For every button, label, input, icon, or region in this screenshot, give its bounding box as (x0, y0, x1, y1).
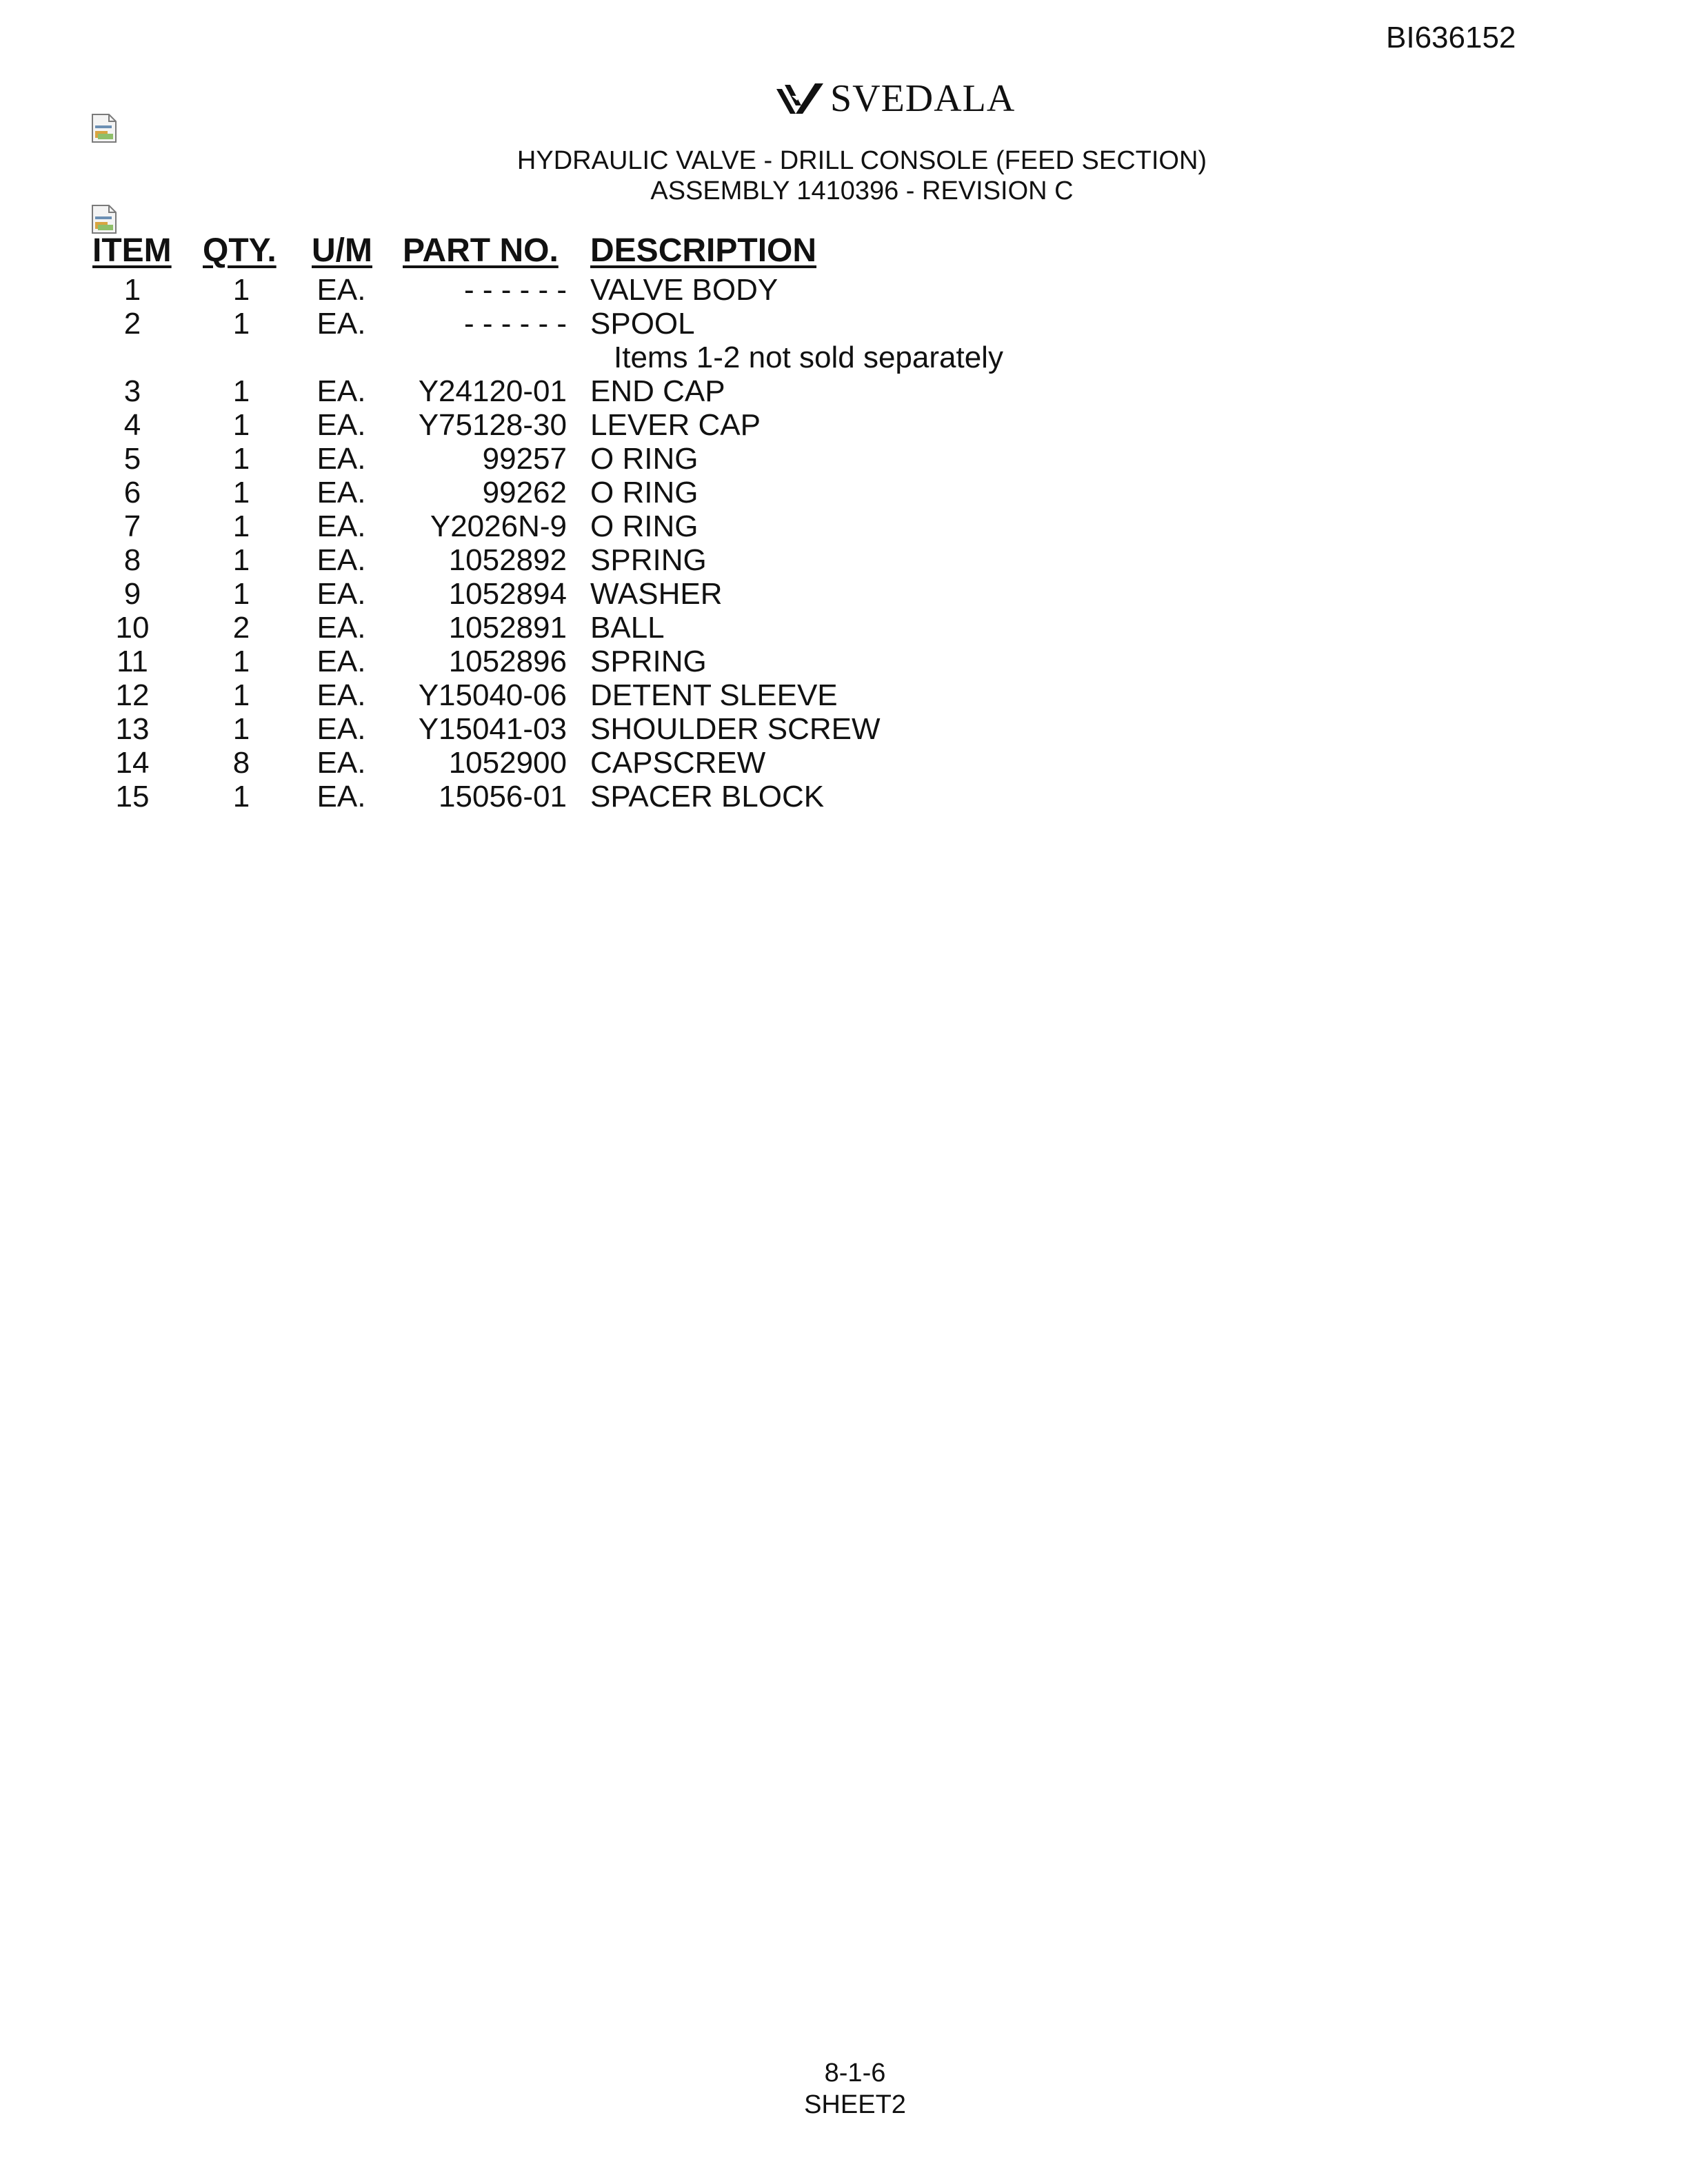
quantity: 1 (232, 678, 250, 712)
part-number: Y15040-06 (418, 678, 567, 712)
table-row (0, 442, 1688, 476)
part-description: WASHER (590, 577, 723, 611)
item-number: 4 (123, 408, 141, 442)
assembly-subtitle: ASSEMBLY 1410396 - REVISION C (650, 176, 1074, 205)
item-number: 1 (123, 273, 141, 307)
part-description: SHOULDER SCREW (590, 712, 881, 746)
parts-list (0, 273, 1688, 813)
item-number: 5 (123, 442, 141, 476)
table-row (0, 780, 1688, 813)
part-number: 1052894 (448, 577, 567, 611)
unit-of-measure: EA. (316, 577, 366, 611)
quantity: 8 (232, 746, 250, 780)
column-header-description: DESCRIPTION (590, 232, 817, 269)
part-description: SPACER BLOCK (590, 780, 825, 813)
part-description: SPRING (590, 543, 707, 577)
unit-of-measure: EA. (316, 712, 366, 746)
unit-of-measure: EA. (316, 780, 366, 813)
table-row (0, 509, 1688, 543)
part-description: END CAP (590, 374, 725, 408)
part-description: SPRING (590, 645, 707, 678)
unit-of-measure: EA. (316, 746, 366, 780)
part-number: 15056-01 (439, 780, 567, 813)
table-row (0, 611, 1688, 645)
table-note: Items 1-2 not sold separately (614, 341, 1003, 374)
unit-of-measure: EA. (316, 307, 366, 341)
item-number: 13 (115, 712, 150, 746)
column-header-item: ITEM (92, 232, 172, 269)
part-description: BALL (590, 611, 665, 645)
part-number: 1052900 (448, 746, 567, 780)
unit-of-measure: EA. (316, 678, 366, 712)
document-title: HYDRAULIC VALVE - DRILL CONSOLE (FEED SECTION) (516, 146, 1207, 175)
unit-of-measure: EA. (316, 374, 366, 408)
table-row (0, 645, 1688, 678)
quantity: 1 (232, 307, 250, 341)
part-number: 1052892 (448, 543, 567, 577)
item-number: 11 (117, 645, 148, 678)
quantity: 1 (232, 408, 250, 442)
item-number: 10 (115, 611, 150, 645)
document-id: BI636152 (1386, 21, 1516, 54)
quantity: 1 (232, 543, 250, 577)
table-row (0, 712, 1688, 746)
item-number: 6 (123, 476, 141, 509)
logo-text: SVEDALA (830, 77, 1016, 120)
part-number: 1052891 (448, 611, 567, 645)
sheet-label: SHEET2 (804, 2090, 906, 2119)
document-attachment-icon[interactable] (90, 113, 119, 143)
part-description: O RING (590, 509, 699, 543)
page-number: 8-1-6 (824, 2059, 886, 2087)
part-description: O RING (590, 476, 699, 509)
part-number: Y15041-03 (418, 712, 567, 746)
item-number: 7 (123, 509, 141, 543)
quantity: 2 (232, 611, 250, 645)
document-attachment-icon[interactable] (90, 204, 119, 234)
svedala-logo (772, 74, 1015, 123)
table-row (0, 746, 1688, 780)
table-note-row (0, 341, 1688, 374)
part-description: O RING (590, 442, 699, 476)
table-row (0, 577, 1688, 611)
part-description: CAPSCREW (590, 746, 766, 780)
part-description: LEVER CAP (590, 408, 761, 442)
table-row (0, 476, 1688, 509)
item-number: 15 (115, 780, 150, 813)
unit-of-measure: EA. (316, 509, 366, 543)
quantity: 1 (232, 273, 250, 307)
part-description: SPOOL (590, 307, 695, 341)
unit-of-measure: EA. (316, 273, 366, 307)
quantity: 1 (232, 476, 250, 509)
part-number: Y24120-01 (418, 374, 567, 408)
quantity: 1 (232, 712, 250, 746)
unit-of-measure: EA. (316, 442, 366, 476)
quantity: 1 (232, 509, 250, 543)
part-number: 99257 (482, 442, 567, 476)
quantity: 1 (232, 374, 250, 408)
column-header-part-no: PART NO. (403, 232, 559, 269)
unit-of-measure: EA. (316, 476, 366, 509)
table-row (0, 273, 1688, 307)
quantity: 1 (232, 645, 250, 678)
unit-of-measure: EA. (316, 408, 366, 442)
part-number: - - - - - - (463, 273, 567, 307)
item-number: 14 (115, 746, 150, 780)
item-number: 3 (123, 374, 141, 408)
quantity: 1 (232, 442, 250, 476)
part-description: DETENT SLEEVE (590, 678, 838, 712)
part-number: 1052896 (448, 645, 567, 678)
part-number: Y2026N-9 (430, 509, 567, 543)
item-number: 12 (115, 678, 150, 712)
svedala-logo-icon (772, 79, 827, 118)
part-number: Y75128-30 (418, 408, 567, 442)
item-number: 2 (123, 307, 141, 341)
column-header-qty: QTY. (203, 232, 277, 269)
table-row (0, 543, 1688, 577)
unit-of-measure: EA. (316, 543, 366, 577)
part-number: 99262 (482, 476, 567, 509)
quantity: 1 (232, 780, 250, 813)
part-number: - - - - - - (463, 307, 567, 341)
unit-of-measure: EA. (316, 645, 366, 678)
table-row (0, 374, 1688, 408)
column-header-um: U/M (312, 232, 372, 269)
part-description: VALVE BODY (590, 273, 778, 307)
item-number: 8 (123, 543, 141, 577)
item-number: 9 (123, 577, 141, 611)
table-row (0, 307, 1688, 341)
quantity: 1 (232, 577, 250, 611)
unit-of-measure: EA. (316, 611, 366, 645)
table-row (0, 408, 1688, 442)
table-row (0, 678, 1688, 712)
